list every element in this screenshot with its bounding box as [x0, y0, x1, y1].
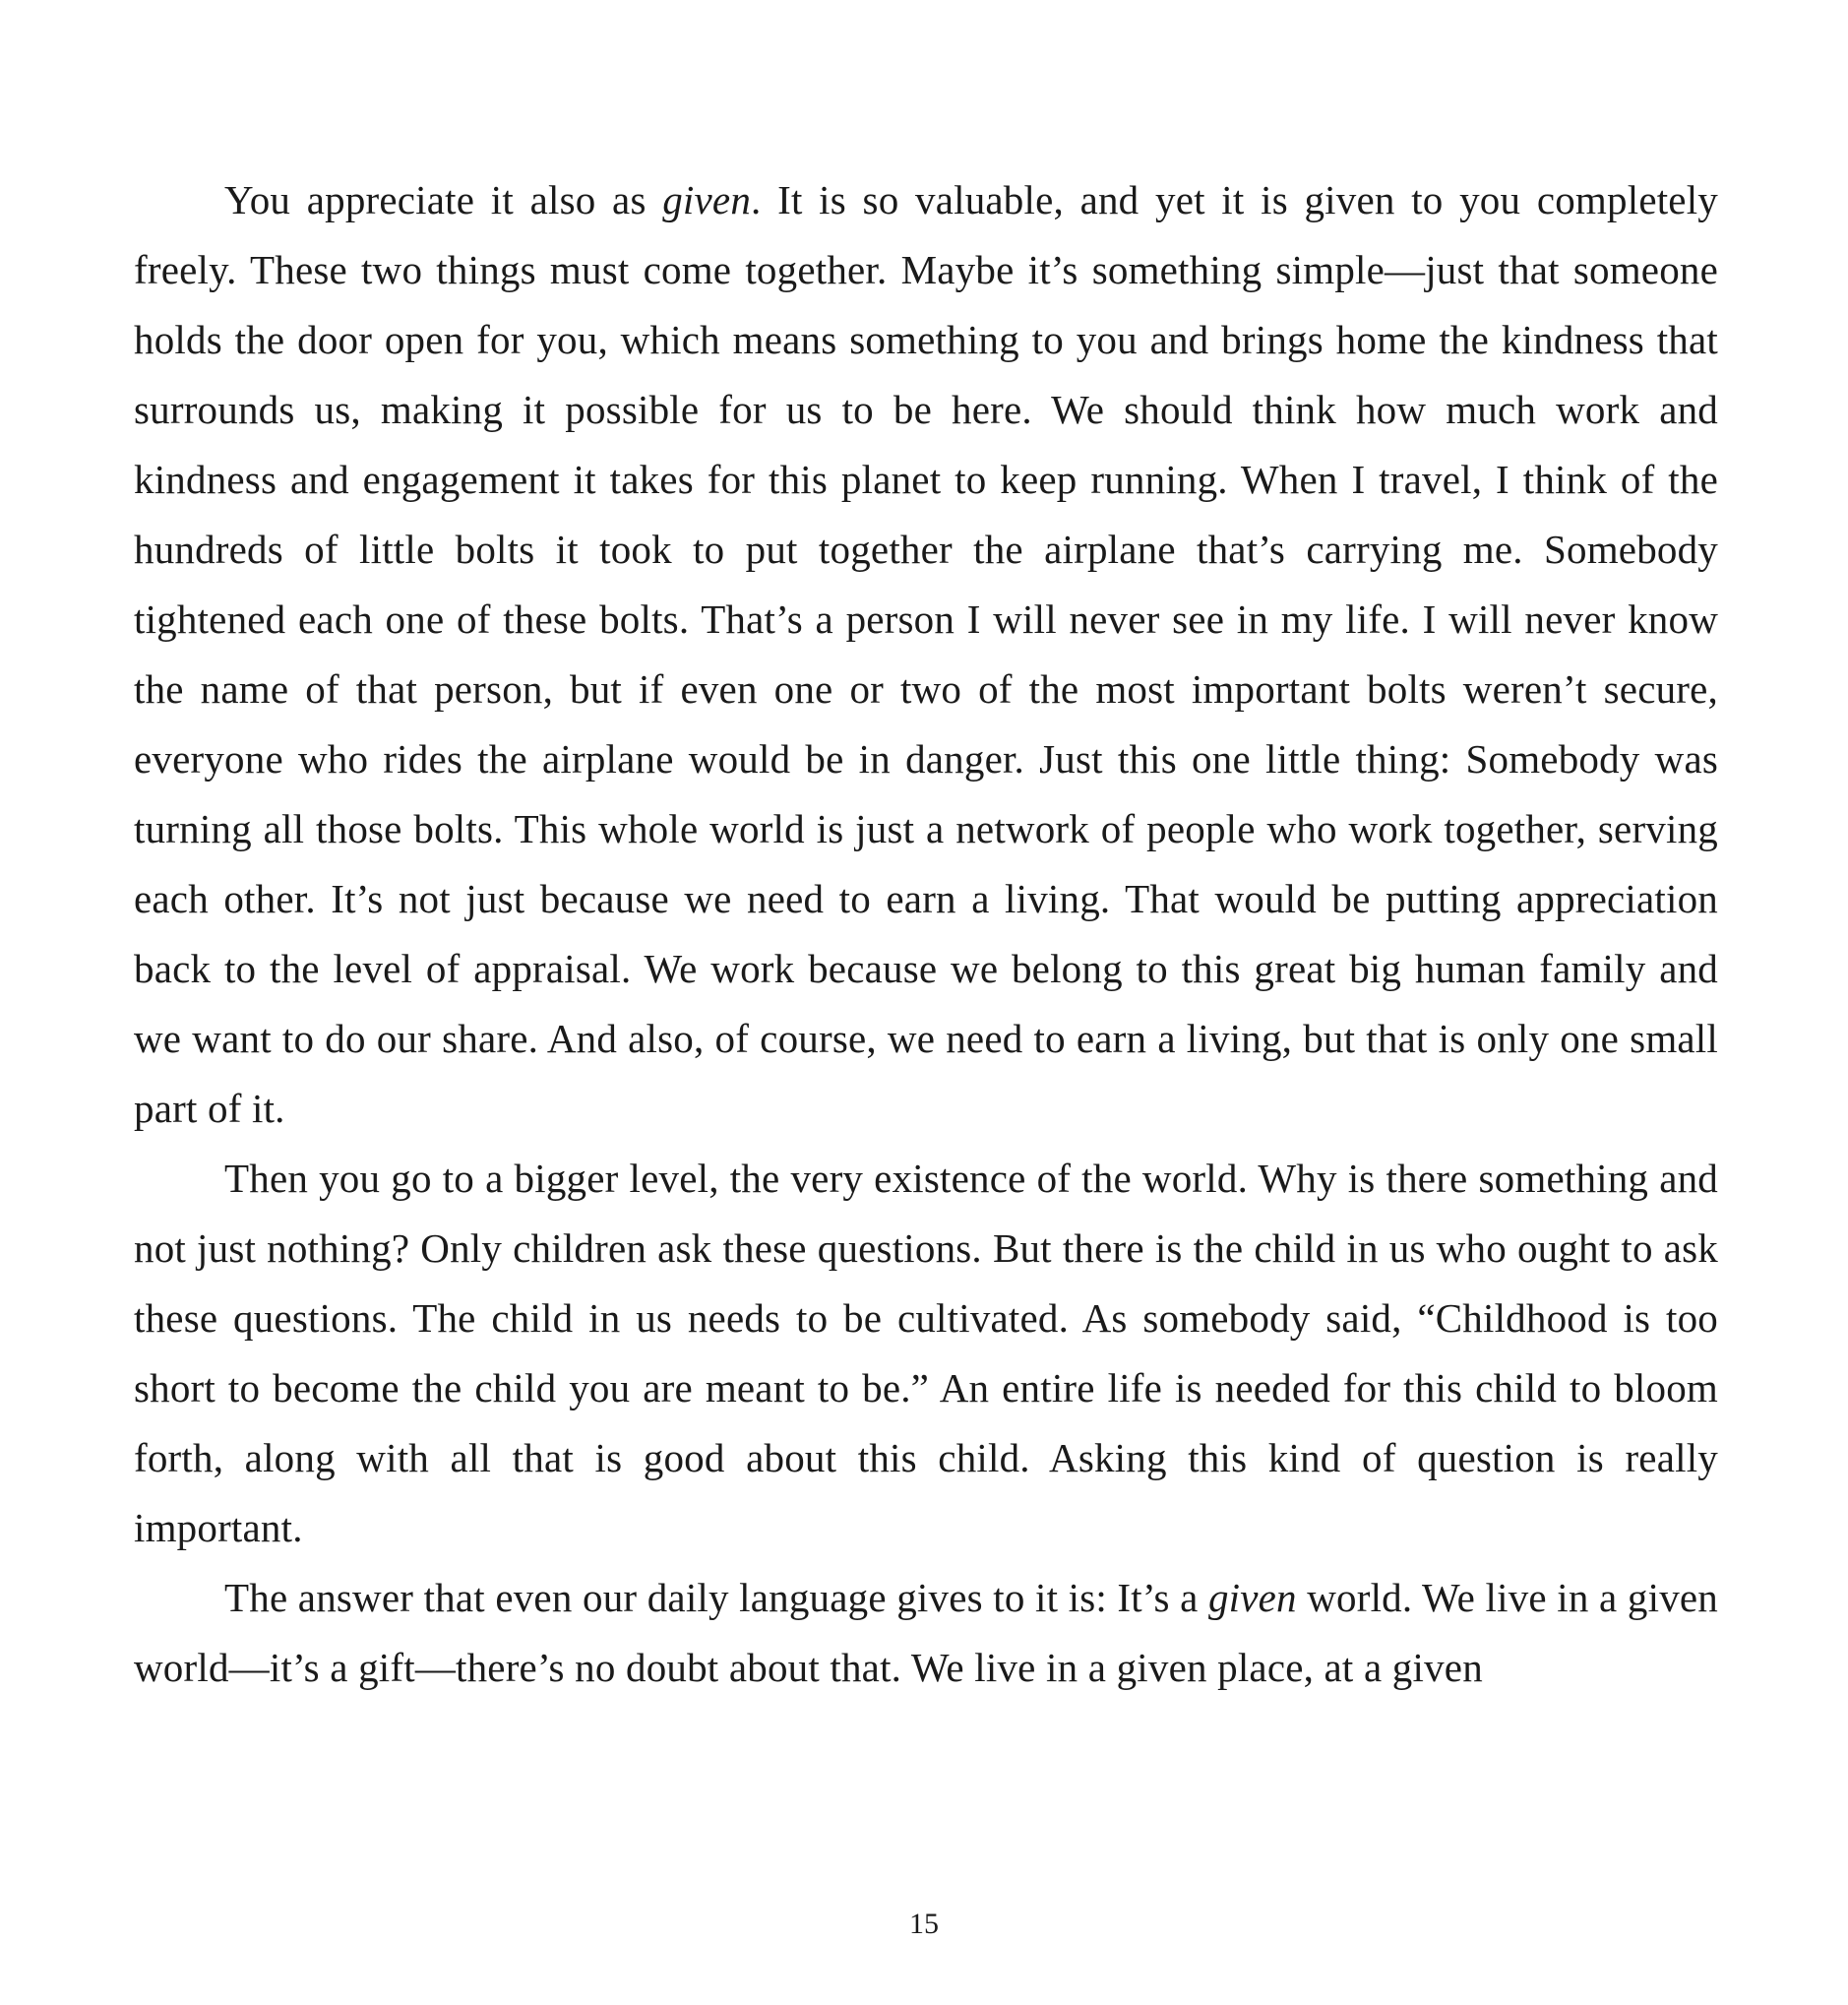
paragraph-1 [134, 165, 1718, 1144]
paragraph-1-emphasis: given [662, 177, 752, 222]
paragraph-3-text-a: The answer that even our daily language gives to it is: It’s a [224, 1575, 1208, 1620]
page-number: 15 [909, 1908, 939, 1940]
paragraph-1-text-a: You appreciate it also as [224, 177, 663, 222]
paragraph-2: Then you go to a bigger level, the very existence of the world. Why is there something and not just nothing? Only children ask these questions. But there is the child in us who ought to ask these questions. The child in us needs to be cultivated. As somebody said, “Childhood is too short to become the child you are meant to be.” An entire life is needed for this child to bloom forth, along with all that is good about this child. Asking this kind of question is really important. [134, 1156, 1718, 1550]
paragraph-3 [134, 1563, 1718, 1703]
paragraph-3-emphasis: given [1207, 1575, 1297, 1620]
paragraph-1-text-b: . It is so valuable, and yet it is given to you completely freely. These two things must come together. Maybe it’s something simple—just that someone holds the door open for you, which means something to you and brings home the kindness that surrounds us, making it possible for us to be here. We should think how much work and kindness and engagement it takes for this planet to keep running. When I travel, I think of the hundreds of little bolts it took to put together the airplane that’s carrying me. Somebody tightened each one of these bolts. That’s a person I will never see in my life. I will never know the name of that person, but if even one or two of the most important bolts weren’t secure, everyone who rides the airplane would be in danger. Just this one little thing: Somebody was turning all those bolts. This whole world is just a network of people who work together, serving each other. It’s not just because we need to earn a living. That would be putting appreciation back to the level of appraisal. We work because we belong to this great big human family and we want to do our share. And also, of course, we need to earn a living, but that is only one small part of it. [134, 177, 1718, 1131]
paragraph-3-text-b: world. We live in a given world—it’s a gift—there’s no doubt about that. We live in a given place, at a given [134, 1575, 1718, 1690]
page-body [134, 165, 1718, 1703]
